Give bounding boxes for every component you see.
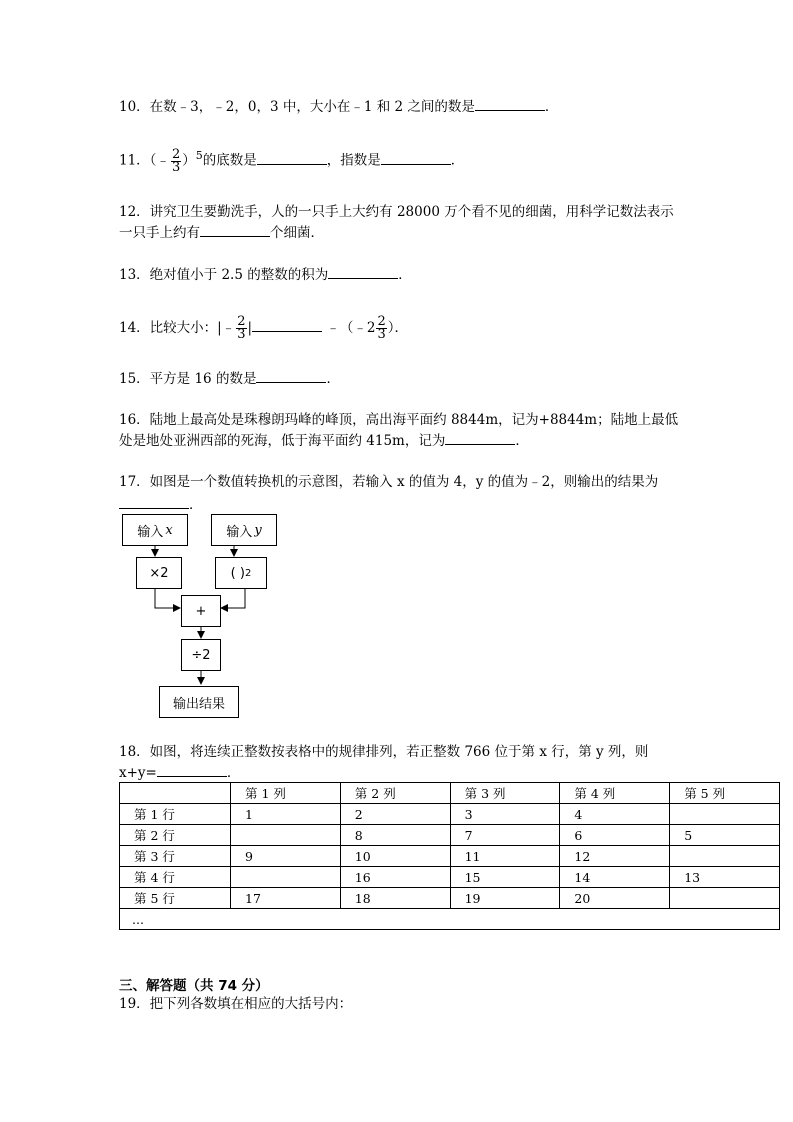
question-11: 11．（﹣ $\frac{2}{3}$ ）$^5$的底数是 ，指数是 ．	[119, 146, 465, 175]
question-14: 14．比较大小：|﹣ $\frac{2}{3}$ | ﹣（﹣2 $\frac{2}{3}$ ）．	[119, 314, 408, 342]
flow-input-y-box: 输入 y	[211, 514, 277, 546]
number-pattern-table	[119, 782, 780, 930]
question-16-line2: 处是地处亚洲西部的死海，低于海平面约 415m，记为 ．	[119, 430, 529, 451]
table-row: 第 3 行 9 10 11 12	[120, 846, 780, 867]
fraction-two-thirds: $\frac{2}{3}$	[237, 314, 246, 342]
question-13: 13．绝对值小于 2.5 的整数的积为 ．	[119, 264, 412, 285]
question-10: 10．在数﹣3，﹣2，0，3 中，大小在﹣1 和 2 之间的数是 ．	[119, 96, 558, 117]
table-header-row: 第 1 列 第 2 列 第 3 列 第 4 列 第 5 列	[120, 783, 780, 804]
flow-times2-box: ×2	[136, 557, 182, 589]
question-18-line2: x+y= ．	[119, 762, 240, 783]
flow-plus-box: +	[181, 595, 221, 627]
flow-input-x-box: 输入 x	[122, 514, 188, 546]
question-19: 19．把下列各数填在相应的大括号内：	[119, 996, 353, 1012]
flow-divide2-box: ÷2	[181, 639, 221, 671]
table-row: 第 1 行 1 2 3 4	[120, 804, 780, 825]
question-17-line2: ．	[119, 494, 203, 515]
answer-blank-18[interactable]	[157, 762, 227, 777]
table-row: 第 4 行 16 15 14 13	[120, 867, 780, 888]
question-10-text: 10．在数﹣3，﹣2，0，3 中，大小在﹣1 和 2 之间的数是	[119, 99, 475, 115]
question-17-line1: 17．如图是一个数值转换机的示意图，若输入 x 的值为 4，y 的值为﹣2，则输出的结果为	[119, 474, 659, 490]
section-heading-3: 三、解答题（共 74 分）	[119, 978, 269, 994]
question-12-line2: 一只手上约有 个细菌．	[119, 222, 324, 243]
question-12-line1: 12．讲究卫生要勤洗手，人的一只手上大约有 28000 万个看不见的细菌，用科学记数法表示	[119, 204, 674, 220]
flow-square-box: ( ) 2	[215, 557, 267, 589]
fraction-two-thirds-b: $\frac{2}{3}$	[377, 314, 386, 342]
fraction-two-thirds: $\frac{2}{3}$	[171, 146, 181, 175]
table-row: 第 5 行 17 18 19 20	[120, 888, 780, 909]
flow-output-box: 输出结果	[159, 686, 239, 718]
table-ellipsis-row: ...	[120, 909, 780, 930]
table-row: 第 2 行 8 7 6 5	[120, 825, 780, 846]
question-18-line1: 18．如图，将连续正整数按表格中的规律排列，若正整数 766 位于第 x 行，第 y 列，则	[119, 744, 649, 760]
question-15: 15．平方是 16 的数是 ．	[119, 368, 340, 389]
question-16-line1: 16．陆地上最高处是珠穆朗玛峰的峰顶，高出海平面约 8844m，记为+8844m；陆地上最低	[119, 412, 679, 428]
